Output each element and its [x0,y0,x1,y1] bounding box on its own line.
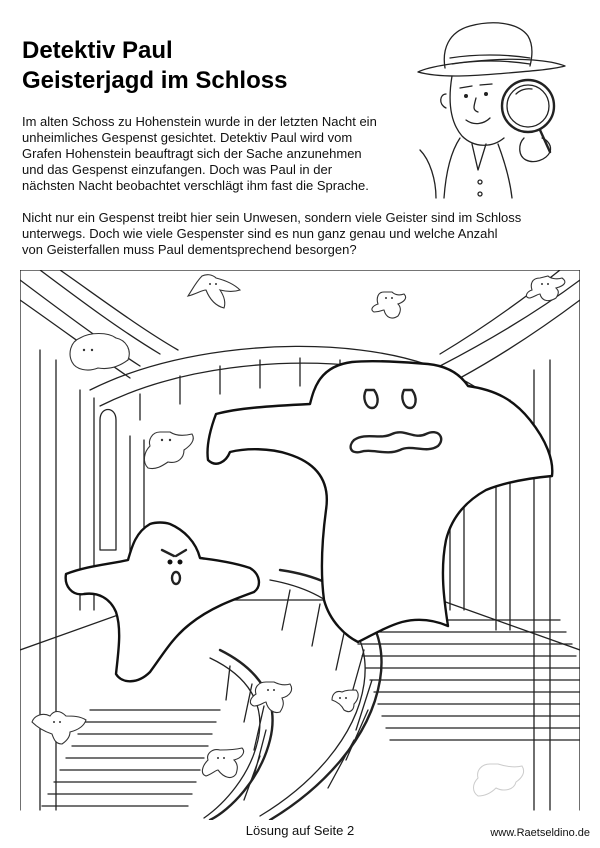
title-line-2: Geisterjagd im Schloss [22,67,288,94]
detective-illustration [400,10,575,200]
ghost-mid-stairs [250,682,291,713]
ghost-top-left-ceiling [188,275,240,308]
ghost-left-wall [70,334,129,371]
castle-ghost-picture [20,270,580,820]
story-line: Nicht nur ein Gespenst treibt hier sein Unwesen, sondern viele Geister sind im Schloss [22,210,522,225]
story-line: unterwegs. Doch wie viele Gespenster sind es nun ganz genau und welche Anzahl [22,226,498,241]
story-line: von Geisterfallen muss Paul dementsprechend besorgen? [22,242,357,257]
ghost-bottom-right-faint [474,764,524,796]
magnifying-glass-icon [502,80,554,132]
story-line: und das Gespenst einzufangen. Doch was Paul in der [22,162,333,177]
ghost-right-stairs [332,690,358,712]
story-line: nächsten Nacht beobachtet verschlägt ihm fast die Sprache. [22,178,369,193]
story-paragraph-2 [22,210,521,258]
story-line: Im alten Schoss zu Hohenstein wurde in der letzten Nacht ein [22,114,377,129]
small-ghost [66,523,259,682]
ghost-bottom-center [202,748,243,777]
ghost-top-right-2 [526,276,565,301]
story-paragraph-1 [22,114,377,194]
solution-hint: Lösung auf Seite 2 [245,823,355,838]
page-title [22,36,287,96]
face-outline [450,76,504,145]
ghost-left-pillar [144,432,193,469]
story-line: unheimliches Gespenst gesichtet. Detektiv Paul wird vom [22,130,353,145]
website-url: www.Raetseldino.de [490,827,590,839]
hat-brim [418,59,565,76]
ghost-top-right-1 [372,292,406,318]
title-line-1: Detektiv Paul [22,37,173,64]
story-line: Grafen Hohenstein beauftragt sich der Sache anzunehmen [22,146,362,161]
